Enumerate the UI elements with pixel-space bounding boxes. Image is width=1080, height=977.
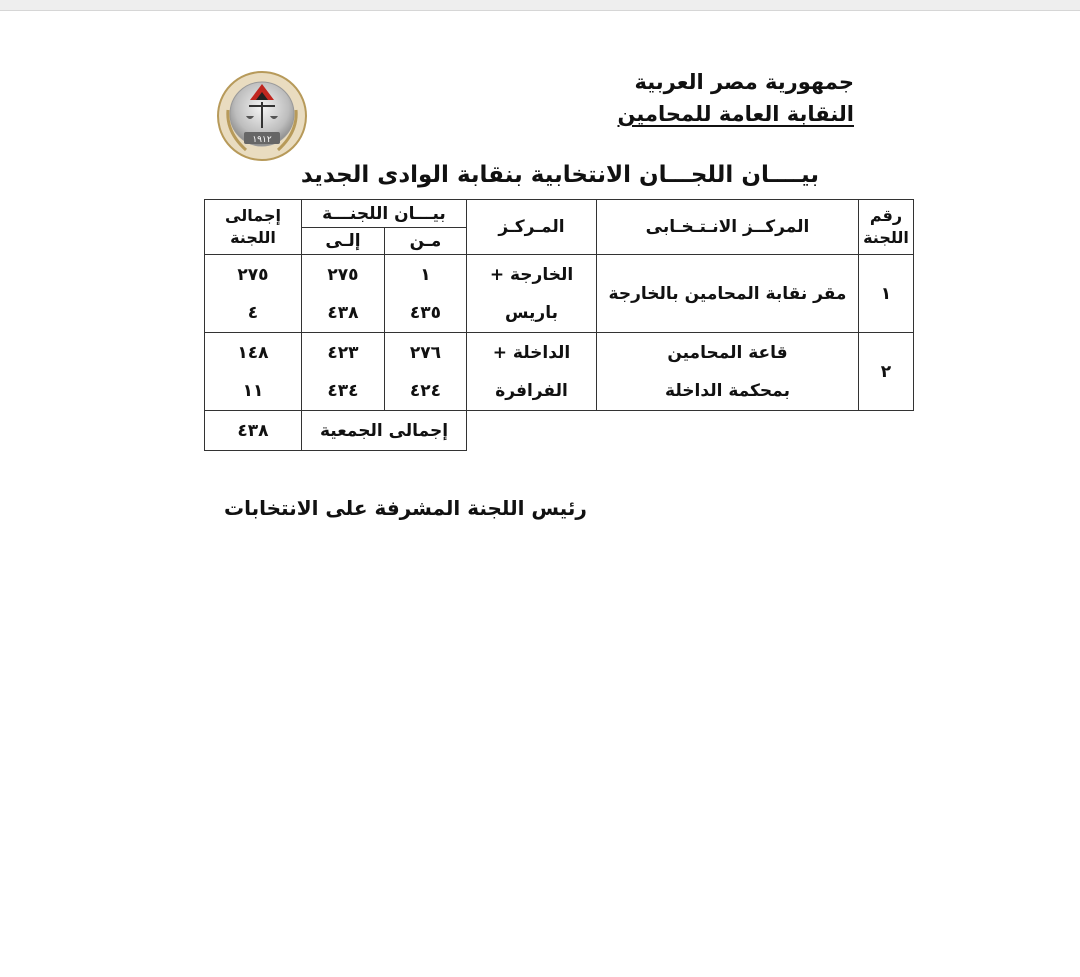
grand-total-value: ٤٣٨ bbox=[205, 411, 302, 451]
from-cell bbox=[385, 333, 467, 411]
markaz-cell bbox=[467, 255, 597, 333]
table-row bbox=[205, 333, 914, 411]
from-value: ٤٢٤ bbox=[409, 380, 442, 401]
to-cell bbox=[302, 255, 385, 333]
committees-table bbox=[204, 199, 914, 451]
header-to: إلـى bbox=[302, 228, 385, 255]
lawyers-syndicate-emblem-icon bbox=[216, 70, 308, 162]
emblem-year: ١٩١٢ bbox=[252, 135, 272, 145]
header-from: مـن bbox=[385, 228, 467, 255]
grand-total-label: إجمالى الجمعية bbox=[302, 411, 467, 451]
header-line-syndicate: النقابة العامة للمحامين bbox=[617, 102, 854, 126]
viewer-top-bar bbox=[0, 0, 1080, 11]
election-center: مقر نقابة المحامين بالخارجة bbox=[597, 255, 859, 333]
markaz-line: الخارجة + bbox=[489, 264, 574, 285]
markaz-line: الفرافرة bbox=[495, 380, 568, 401]
total-value: ١٤٨ bbox=[237, 342, 269, 363]
total-value: ٤ bbox=[247, 302, 259, 323]
committee-number: ٢ bbox=[859, 333, 914, 411]
header-committee-total: إجمالى اللجنة bbox=[205, 200, 302, 255]
from-value: ٢٧٦ bbox=[409, 342, 442, 363]
header-committee-number: رقم اللجنة bbox=[859, 200, 914, 255]
markaz-line: الداخلة + bbox=[492, 342, 571, 363]
from-value: ٤٣٥ bbox=[409, 302, 442, 323]
committee-number: ١ bbox=[859, 255, 914, 333]
total-cell bbox=[205, 255, 302, 333]
document-header bbox=[618, 66, 855, 130]
election-center-line: قاعة المحامين bbox=[667, 342, 788, 363]
grand-total-row bbox=[205, 411, 914, 451]
markaz-cell bbox=[467, 333, 597, 411]
total-value: ٢٧٥ bbox=[237, 264, 269, 285]
table-row bbox=[205, 255, 914, 333]
to-cell bbox=[302, 333, 385, 411]
from-cell bbox=[385, 255, 467, 333]
election-center bbox=[597, 333, 859, 411]
to-value: ٤٢٣ bbox=[327, 342, 359, 363]
empty-cell bbox=[467, 411, 914, 451]
total-cell bbox=[205, 333, 302, 411]
header-line-republic: جمهورية مصر العربية bbox=[634, 70, 854, 94]
to-value: ٤٣٤ bbox=[327, 380, 359, 401]
to-value: ٤٣٨ bbox=[327, 302, 359, 323]
total-value: ١١ bbox=[242, 380, 264, 401]
header-committee-data: بيـــان اللجنـــة bbox=[302, 200, 467, 228]
to-value: ٢٧٥ bbox=[327, 264, 359, 285]
markaz-line: باريس bbox=[505, 302, 558, 323]
election-center-line: بمحكمة الداخلة bbox=[665, 380, 790, 401]
header-election-center: المركــز الانـتـخـابى bbox=[597, 200, 859, 255]
document-title: بيــــان اللجـــان الانتخابية بنقابة الوادى الجديد bbox=[300, 162, 820, 188]
from-value: ١ bbox=[420, 264, 431, 285]
signature-line: رئيس اللجنة المشرفة على الانتخابات bbox=[224, 496, 587, 520]
header-markaz: المـركـز bbox=[467, 200, 597, 255]
